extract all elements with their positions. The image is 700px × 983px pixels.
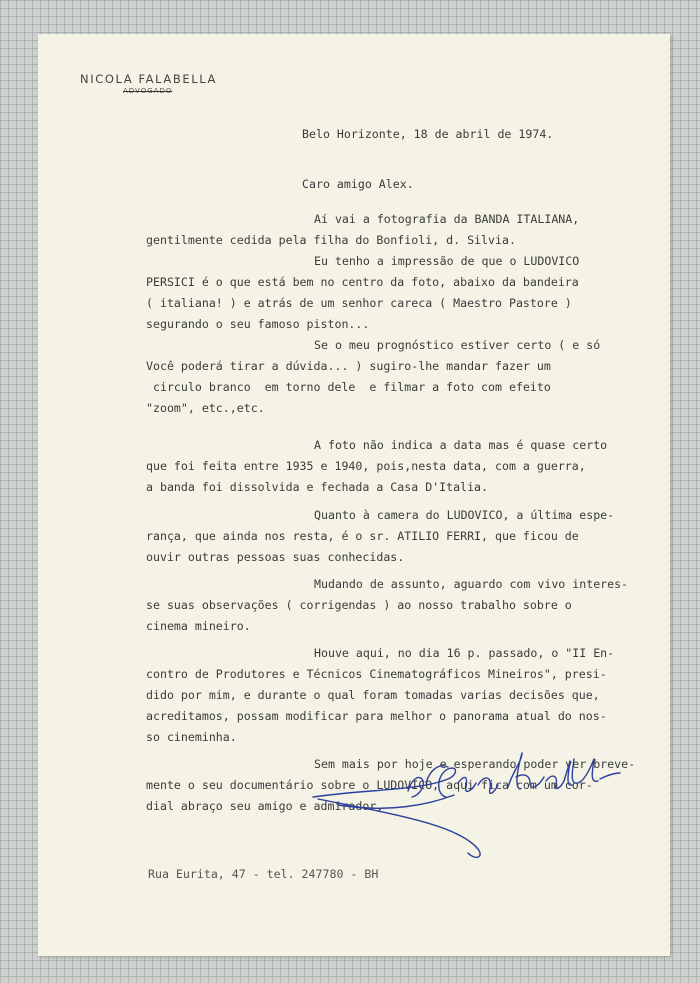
body-line: dial abraço seu amigo e admirador, <box>146 799 384 813</box>
body-line: contro de Produtores e Técnicos Cinematográficos Mineiros", presi- <box>146 667 607 681</box>
body-line: gentilmente cedida pela filha do Bonfioli, d. Silvia. <box>146 233 516 247</box>
body-line: segurando o seu famoso piston... <box>146 317 370 331</box>
body-line: Se o meu prognóstico estiver certo ( e só <box>314 338 601 352</box>
body-line: a banda foi dissolvida e fechada a Casa D'Italia. <box>146 480 489 494</box>
body-line: que foi feita entre 1935 e 1940, pois,nesta data, com a guerra, <box>146 459 586 473</box>
body-line: Houve aqui, no dia 16 p. passado, o "II En- <box>314 646 615 660</box>
body-line: acreditamos, possam modificar para melhor o panorama atual do nos- <box>146 709 607 723</box>
handwritten-signature <box>308 739 628 869</box>
letter-sheet <box>38 34 670 956</box>
body-line: Eu tenho a impressão de que o LUDOVICO <box>314 254 580 268</box>
body-line: A foto não indica a data mas é quase certo <box>314 438 608 452</box>
body-line: dido por mim, e durante o qual foram tomadas varias decisões que, <box>146 688 600 702</box>
body-line: ouvir outras pessoas suas conhecidas. <box>146 550 405 564</box>
body-line: so cineminha. <box>146 730 237 744</box>
body-line: rança, que ainda nos resta, é o sr. ATILIO FERRI, que ficou de <box>146 529 579 543</box>
body-line: circulo branco em torno dele e filmar a foto com efeito <box>146 380 551 394</box>
body-line: se suas observações ( corrigendas ) ao nosso trabalho sobre o <box>146 598 572 612</box>
body-line: PERSICI é o que está bem no centro da foto, abaixo da bandeira <box>146 275 579 289</box>
letterhead-name: NICOLA FALABELLA <box>80 72 217 86</box>
footer-address: Rua Eurita, 47 - tel. 247780 - BH <box>148 867 379 881</box>
body-line: Mudando de assunto, aguardo com vivo interes- <box>314 577 629 591</box>
letterhead <box>80 72 217 95</box>
body-line: ( italiana! ) e atrás de um senhor careca ( Maestro Pastore ) <box>146 296 572 310</box>
body-line: Você poderá tirar a dúvida... ) sugiro-lhe mandar fazer um <box>146 359 551 373</box>
body-line: "zoom", etc.,etc. <box>146 401 265 415</box>
letterhead-title: ADVOGADO <box>123 87 173 95</box>
salutation: Caro amigo Alex. <box>302 177 414 191</box>
body-line: Aí vai a fotografia da BANDA ITALIANA, <box>314 212 580 226</box>
date-line: Belo Horizonte, 18 de abril de 1974. <box>302 127 554 141</box>
body-line: mente o seu documentário sobre o LUDOVICO, aqui fica com um cor- <box>146 778 593 792</box>
body-line: Quanto à camera do LUDOVICO, a última espe- <box>314 508 615 522</box>
body-line: Sem mais por hoje e esperando poder ver breve- <box>314 757 636 771</box>
body-line: cinema mineiro. <box>146 619 251 633</box>
